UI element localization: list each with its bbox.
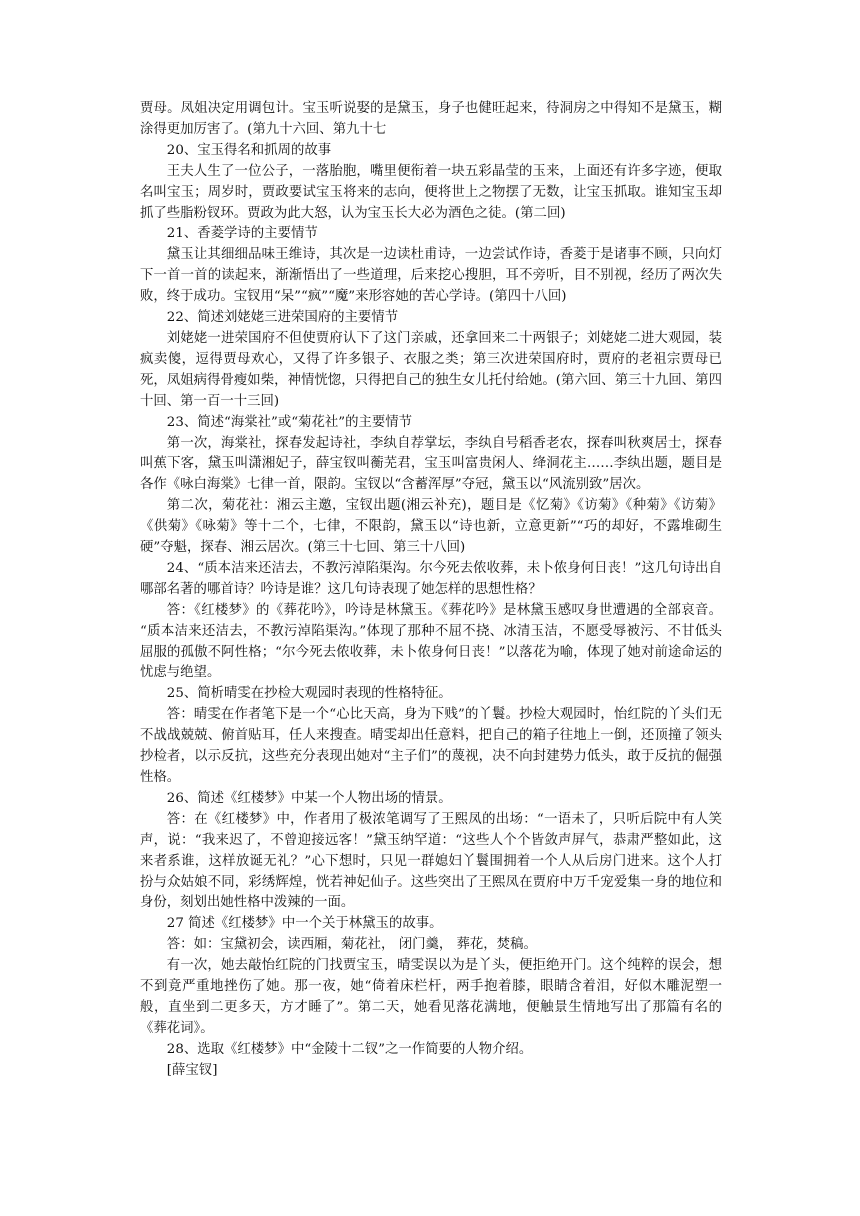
question-22-heading: 22、简述刘姥姥三进荣国府的主要情节 xyxy=(166,310,399,326)
question-20-heading: 20、宝玉得名和抓周的故事 xyxy=(166,142,332,158)
question-23-heading: 23、简述“海棠社”或“菊花社”的主要情节 xyxy=(166,414,413,430)
question-27-story: 有一次，她去敲怡红院的门找贾宝玉，晴雯误以为是丫头，便拒绝开门。这个纯粹的误会，想不到竟严重地挫伤了她。那一夜，她“倚着床栏杆，两手抱着膝，眼睛含着泪，好似木雕泥塑一般，直坐到二更多天，方才睡了”。第二天，她看见落花满地，便触景生情地写出了那篇有名的《葬花词》。 xyxy=(140,958,722,1036)
question-26-answer: 答：在《红楼梦》中，作者用了极浓笔调写了王熙凤的出场：“一语未了，只听后院中有人笑声，说：“我来迟了，不曾迎接远客！”黛玉纳罕道：“这些人个个皆敛声屏气，恭肃严整如此，这来者系谁，这样放诞无礼？”心下想时，只见一群媳妇丫鬟围拥着一个人从后房门进来。这个人打扮与众姑娘不同，彩绣辉煌，恍若神妃仙子。这些突出了王熙凤在贾府中万千宠爱集一身的地位和身份，刻划出她性格中泼辣的一面。 xyxy=(140,811,722,911)
paragraph-continued: 贾母。凤姐决定用调包计。宝玉听说娶的是黛玉，身子也健旺起来，待洞房之中得知不是黛玉，糊涂得更加厉害了。(第九十六回、第九十七 xyxy=(140,101,722,137)
question-22-body: 刘姥姥一进荣国府不但使贾府认下了这门亲戚，还拿回来二十两银子；刘姥姥二进大观园，装疯卖傻，逗得贾母欢心，又得了许多银子、衣服之类；第三次进荣国府时，贾府的老祖宗贾母已死，凤姐病得骨瘦如柴，神情恍惚，只得把自己的独生女儿托付给她。(第六回、第三十九回、第四十回、第一百一十三回) xyxy=(140,330,722,409)
question-24-heading: 24、“质本洁来还洁去，不教污淖陷渠沟。尔今死去侬收葬，未卜侬身何日丧！”这几句诗出自哪部名著的哪首诗？吟诗是谁？这几句诗表现了她怎样的思想性格？ xyxy=(140,560,722,597)
question-23-body-second: 第二次，菊花社：湘云主邀，宝钗出题(湘云补充)，题目是《忆菊》《访菊》《种菊》《访菊》《供菊》《咏菊》等十二个，七律，不限韵，黛玉以“诗也新，立意更新”“巧的却好，不露堆砌生硬”夺魁，探春、湘云居次。(第三十七回、第三十八回) xyxy=(140,498,722,556)
question-27-answer: 答：如：宝黛初会，读西厢，菊花社， 闭门羹， 葬花，焚稿。 xyxy=(166,937,537,953)
question-21-body: 黛玉让其细细品味王维诗，其次是一边读杜甫诗，一边尝试作诗，香菱于是诸事不顾，只向灯下一首一首的读起来，渐渐悟出了一些道理，后来挖心搜胆，耳不旁听，目不别视，经历了两次失败，终于成功。宝钗用“呆”“疯”“魔”来形容她的苦心学诗。(第四十八回) xyxy=(140,247,722,305)
question-20-body: 王夫人生了一位公子，一落胎胞，嘴里便衔着一块五彩晶莹的玉来，上面还有许多字迹，便取名叫宝玉；周岁时，贾政要试宝玉将来的志向，便将世上之物摆了无数，让宝玉抓取。谁知宝玉却抓了些脂粉钗环。贾政为此大怒，认为宝玉长大必为酒色之徒。(第二回) xyxy=(140,163,722,221)
question-25-answer: 答：晴雯在作者笔下是一个“心比天高，身为下贱”的丫鬟。抄检大观园时，怡红院的丫头们无不战战兢兢、俯首贴耳，任人来搜查。晴雯却出任意料，把自己的箱子往地上一倒，还顶撞了领头抄检者，以示反抗，这些充分表现出她对“主子们”的蔑视，决不向封建势力低头，敢于反抗的倔强性格。 xyxy=(140,707,722,785)
question-23-body-first: 第一次，海棠社，探春发起诗社，李纨自荐掌坛，李纨自号稻香老农，探春叫秋爽居士，探春叫蕉下客，黛玉叫潇湘妃子，薛宝钗叫蘅芜君，宝玉叫富贵闲人、绛洞花主……李纨出题，题目是各作《咏白海棠》七律一首，限韵。宝钗以“含蓄浑厚”夺冠，黛玉以“风流别致”居次。 xyxy=(140,435,722,493)
question-28-heading: 28、选取《红楼梦》中“金陵十二钗”之一作简要的人物介绍。 xyxy=(166,1041,533,1057)
question-28-subject: [薛宝钗] xyxy=(166,1062,218,1078)
question-21-heading: 21、香菱学诗的主要情节 xyxy=(166,226,318,242)
question-24-answer: 答：《红楼梦》的《葬花吟》，吟诗是林黛玉。《葬花吟》是林黛玉感叹身世遭遇的全部哀音。 “质本洁来还洁去，不教污淖陷渠沟。”体现了那种不屈不挠、冰清玉洁，不愿受辱被污、不甘低头屈服的孤傲不阿性格；“尔今死去侬收葬，未卜侬身何日丧！”以落花为喻，体现了她对前途命运的忧虑与绝望。 xyxy=(140,602,722,681)
question-25-heading: 25、简析晴雯在抄检大观园时表现的性格特征。 xyxy=(166,686,452,702)
document-page xyxy=(140,99,722,1082)
question-26-heading: 26、简述《红楼梦》中某一个人物出场的情景。 xyxy=(166,790,452,806)
question-27-heading: 27 简述《红楼梦》中一个关于林黛玉的故事。 xyxy=(166,916,443,932)
